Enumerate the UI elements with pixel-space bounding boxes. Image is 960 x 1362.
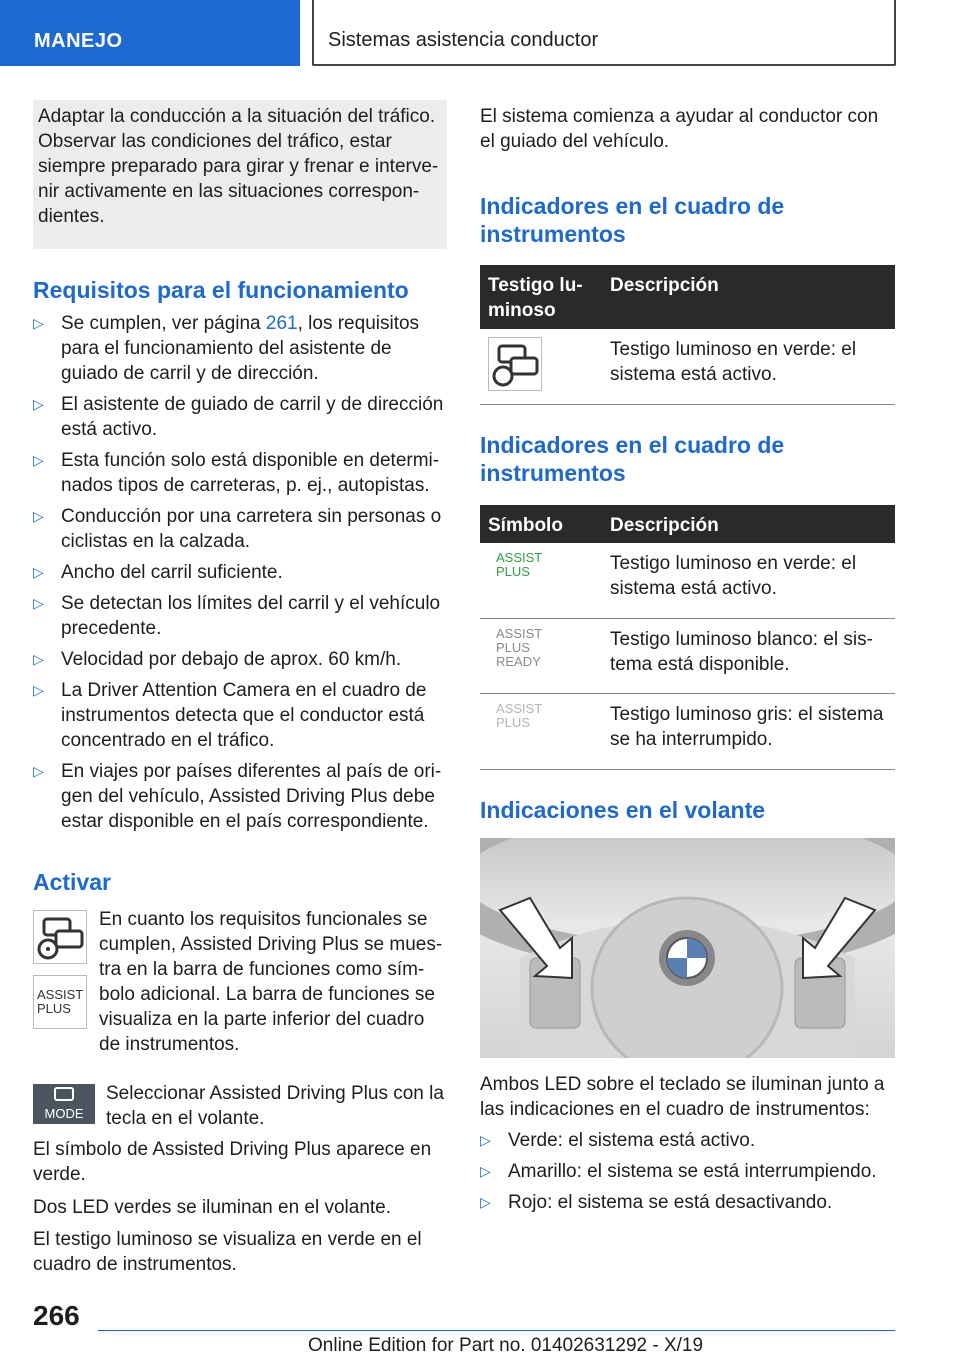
steering-assist-icon: [33, 910, 87, 964]
heading-indicadores-1: Indicadores en el cuadro de instrumentos: [480, 193, 785, 247]
heading-requisitos: Requisitos para el funcionamiento: [33, 277, 409, 303]
section-tab: [0, 0, 300, 66]
page-link[interactable]: 261: [265, 313, 298, 334]
table-row: ASSIST PLUS Testigo luminoso en verde: el sistema está activo.: [480, 543, 895, 619]
assist-plus-ready-icon: ASSIST PLUS READY: [496, 626, 543, 669]
assist-plus-icon: ASSIST PLUS: [33, 975, 87, 1029]
list-item: ▷ Conducción por una carretera sin personas o ciclistas en la calzada.: [33, 504, 447, 554]
list-item: ▷ La Driver Attention Camera en el cuadro de instrumentos detecta que el conductor está concentrado en el tráfico.: [33, 678, 447, 753]
list-item: ▷ Se cumplen, ver página 261, los requisitos para el funcionamiento del asistente de guiado de carril y de dirección.: [33, 311, 447, 386]
table-row: ASSIST PLUS READY Testigo luminoso blanco: el sis-tema está disponible.: [480, 619, 895, 694]
list-item: ▷ El asistente de guiado de carril y de dirección está activo.: [33, 392, 447, 442]
list-item: ▷ Verde: el sistema está activo.: [480, 1128, 895, 1153]
footer-divider: [98, 1330, 895, 1331]
activar-p2: Seleccionar Assisted Driving Plus con la tecla en el volante.: [106, 1083, 444, 1129]
page-header: [312, 0, 896, 66]
list-item: ▷ Velocidad por debajo de aprox. 60 km/h.: [33, 647, 447, 672]
activar-p3: El símbolo de Assisted Driving Plus aparece en verde.: [33, 1139, 432, 1185]
page-title: Sistemas asistencia conductor: [328, 29, 599, 51]
activar-p5: El testigo luminoso se visualiza en verde en el cuadro de instrumentos.: [33, 1229, 422, 1275]
table-testigo: Testigo lu-minoso Descripción Testigo luminoso en verde: el sistema está activo.: [480, 265, 895, 405]
assist-plus-grey-icon: ASSIST PLUS: [496, 701, 543, 730]
steering-wheel-image: [480, 838, 895, 1058]
steering-assist-icon: [488, 337, 542, 391]
footer-edition: Online Edition for Part no. 01402631292 - X/19: [308, 1335, 704, 1356]
mode-label: MODE: [44, 1106, 84, 1121]
volante-paragraph: Ambos LED sobre el teclado se iluminan junto a las indicaciones en el cuadro de instrumentos:: [480, 1074, 885, 1120]
requisitos-list: [33, 311, 447, 840]
right-intro: El sistema comienza a ayudar al conductor con el guiado del vehículo.: [480, 106, 879, 152]
list-item: ▷ Esta función solo está disponible en determi-nados tipos de carreteras, p. ej., autopistas.: [33, 448, 447, 498]
list-item: ▷ Ancho del carril suficiente.: [33, 560, 447, 585]
list-item: ▷ Amarillo: el sistema se está interrumpiendo.: [480, 1159, 895, 1184]
activar-p4: Dos LED verdes se iluminan en el volante.: [33, 1197, 392, 1218]
volante-list: [480, 1128, 895, 1221]
list-item: ▷ Rojo: el sistema se está desactivando.: [480, 1190, 895, 1215]
mode-button-icon: [33, 1084, 95, 1124]
assist-plus-green-icon: ASSIST PLUS: [496, 550, 543, 579]
heading-activar: Activar: [33, 869, 111, 895]
table-row: Testigo luminoso en verde: el sistema está activo.: [480, 329, 895, 405]
heading-indicadores-2: Indicadores en el cuadro de instrumentos: [480, 432, 785, 486]
table-row: ASSIST PLUS Testigo luminoso gris: el sistema se ha interrumpido.: [480, 694, 895, 770]
list-item: ▷ En viajes por países diferentes al país de ori-gen del vehículo, Assisted Driving Plus debe estar disponible en el país correspondiente.: [33, 759, 447, 834]
table-simbolo: Símbolo Descripción ASSIST PLUS Testigo luminoso en verde: el sistema está activo. ASSIST PLUS READY Testigo luminoso blanco: el sis-tema está disponible. ASSIST PLUS Testigo luminoso gris: el sistema se ha interrumpido.: [480, 505, 895, 770]
list-item: ▷ Se detectan los límites del carril y el vehículo precedente.: [33, 591, 447, 641]
warning-box: Adaptar la conducción a la situación del tráfico. Observar las condiciones del tráfico, estar siempre preparado para girar y frenar e interve-nir activamente en las situaciones correspon-dientes.: [33, 100, 447, 249]
section-label: MANEJO: [34, 30, 123, 52]
page-number: 266: [33, 1300, 80, 1331]
heading-volante: Indicaciones en el volante: [480, 797, 766, 823]
activar-paragraph: En cuanto los requisitos funcionales se cumplen, Assisted Driving Plus se mues-tra en la barra de funciones como sím-bolo adicional. La barra de funciones se visualiza en la parte inferior del cuadro de instrumentos.: [99, 909, 443, 1055]
